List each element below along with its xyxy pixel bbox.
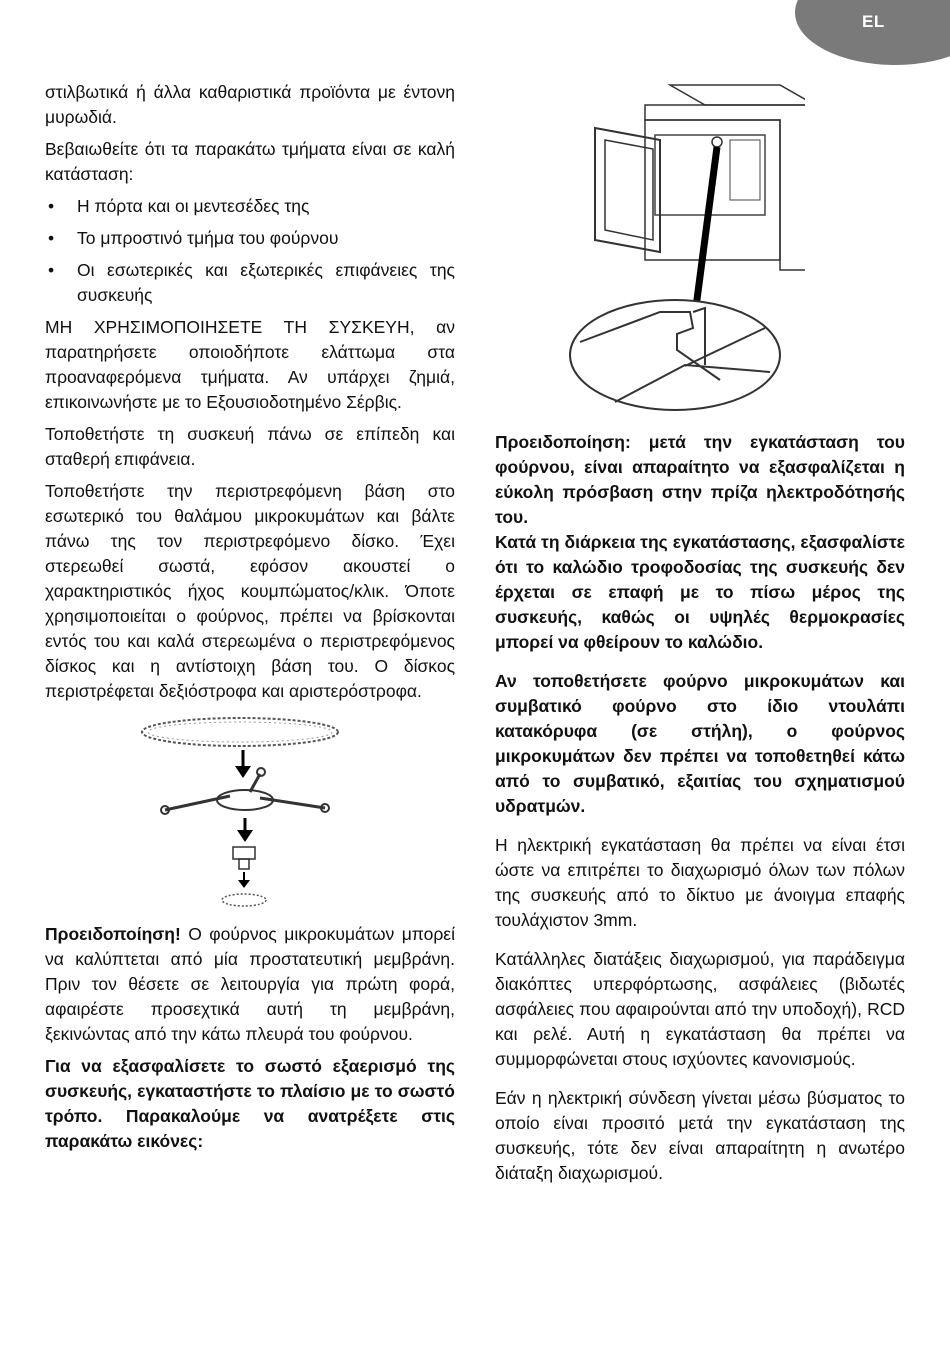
warning-power-cable: Κατά τη διάρκεια της εγκατάστασης, εξασφαλίστε ότι το καλώδιο τροφοδοσίας της συσκευής δεν έρχεται σε επαφή με το πίσω μέρος της συσκευής, καθώς οι υψηλές θερμοκρασίες μπορεί να φθείρουν το καλώδιο. <box>495 532 905 652</box>
paragraph-turntable: Τοποθετήστε την περιστρεφόμενη βάση στο εσωτερικό του θαλάμου μικροκυμάτων και βάλτε πάνω της τον περιστρεφόμενο δίσκο. Έχει στερεωθεί σωστά, εφόσον ακουστεί ο χαρακτηριστικός ήχος κουμπώματος/κλικ. Όποτε χρησιμοποιείται ο φούρνος, πρέπει να βρίσκονται εντός του και καλά στερεωμένα ο περιστρεφόμενος δίσκος και η αντίστοιχη βάση του. Ο δίσκος περιστρέφεται δεξιόστροφα και αριστερόστροφα. <box>45 481 455 701</box>
paragraph-plug-connection: Εάν η ηλεκτρική σύνδεση γίνεται μέσω βύσματος το οποίο είναι προσιτό μετά την εγκατάσταση της συσκευής, τότε δεν είναι απαραίτητη η ανωτέρο διάταξη διαχωρισμού. <box>495 1088 905 1183</box>
built-in-oven-illustration <box>565 80 805 420</box>
warning-text: Ο φούρνος μικροκυμάτων μπορεί να καλύπτεται από μία προστατευτική μεμβράνη. Πριν τον θέσετε σε λειτουργία για πρώτη φορά, αφαιρέστε προσεχτικά αυτή τη μεμβράνη, ξεκινώντας από την κάτω πλευρά του φούρνου. <box>45 924 455 1044</box>
list-item: • Οι εσωτερικές και εξωτερικές επιφάνειες της συσκευής <box>45 258 455 308</box>
paragraph-protective-film <box>45 922 455 1047</box>
warning-socket-access: Προειδοποίηση: μετά την εγκατάσταση του φούρνου, είναι απαραίτητο να εξασφαλίζεται η εύκολη πρόσβαση στην πρίζα ηλεκτροδότησής του. <box>495 432 905 527</box>
language-label: EL <box>862 12 885 31</box>
paragraph-cleaning: στιλβωτικά ή άλλα καθαριστικά προϊόντα με έντονη μυρωδιά. <box>45 82 455 127</box>
parts-list <box>45 194 455 308</box>
paragraph-ventilation: Για να εξασφαλίσετε το σωστό εξαερισμό της συσκευής, εγκαταστήστε το πλαίσιο με το σωστό τρόπο. Παρακαλούμε να ανατρέξετε στις παρακάτω εικόνες: <box>45 1056 455 1151</box>
paragraph-pole-separation: Η ηλεκτρική εγκατάσταση θα πρέπει να είναι έτσι ώστε να επιτρέπει το διαχωρισμό όλων των πόλων της συσκευής από το δίκτυο με άνοιγμα επαφής τουλάχιστον 3mm. <box>495 835 905 930</box>
turntable-assembly-illustration <box>135 712 345 912</box>
right-column <box>495 430 905 1193</box>
left-column <box>45 80 455 1161</box>
paragraph-flat-surface: Τοποθετήστε τη συσκευή πάνω σε επίπεδη και σταθερή επιφάνεια. <box>45 424 455 469</box>
language-tab <box>795 0 950 65</box>
list-item: • Η πόρτα και οι μεντεσέδες της <box>45 194 455 219</box>
list-item: • Το μπροστινό τμήμα του φούρνου <box>45 226 455 251</box>
warning-stacking: Αν τοποθετήσετε φούρνο μικροκυμάτων και συμβατικό φούρνο στο ίδιο ντουλάπι κατακόρυφα (σε στήλη), ο φούρνος μικροκυμάτων δεν πρέπει να τοποθετηθεί κάτω από το συμβατικό, εξαιτίας του σχηματισμού υδρατμών. <box>495 671 905 816</box>
paragraph-separation-devices: Κατάλληλες διατάξεις διαχωρισμού, για παράδειγμα διακόπτες υπερφόρτωσης, ασφάλειες (βιδωτές ασφάλειες που αφαιρούνται από την υποδοχή), RCD και ρελέ. Αυτή η εγκατάσταση θα πρέπει να συμμορφώνεται στους ισχύοντες κανονισμούς. <box>495 949 905 1069</box>
paragraph-do-not-use: ΜΗ ΧΡΗΣΙΜΟΠΟΙΗΣΕΤΕ ΤΗ ΣΥΣΚΕΥΗ, αν παρατηρήσετε οποιοδήποτε ελάττωμα στα προαναφερόμενα τμήματα. Αν υπάρχει ζημιά, επικοινωνήστε με το Εξουσιοδοτημένο Σέρβις. <box>45 317 455 412</box>
paragraph-check-parts: Βεβαιωθείτε ότι τα παρακάτω τμήματα είναι σε καλή κατάσταση: <box>45 139 455 184</box>
warning-label: Προειδοποίηση! <box>45 924 181 944</box>
